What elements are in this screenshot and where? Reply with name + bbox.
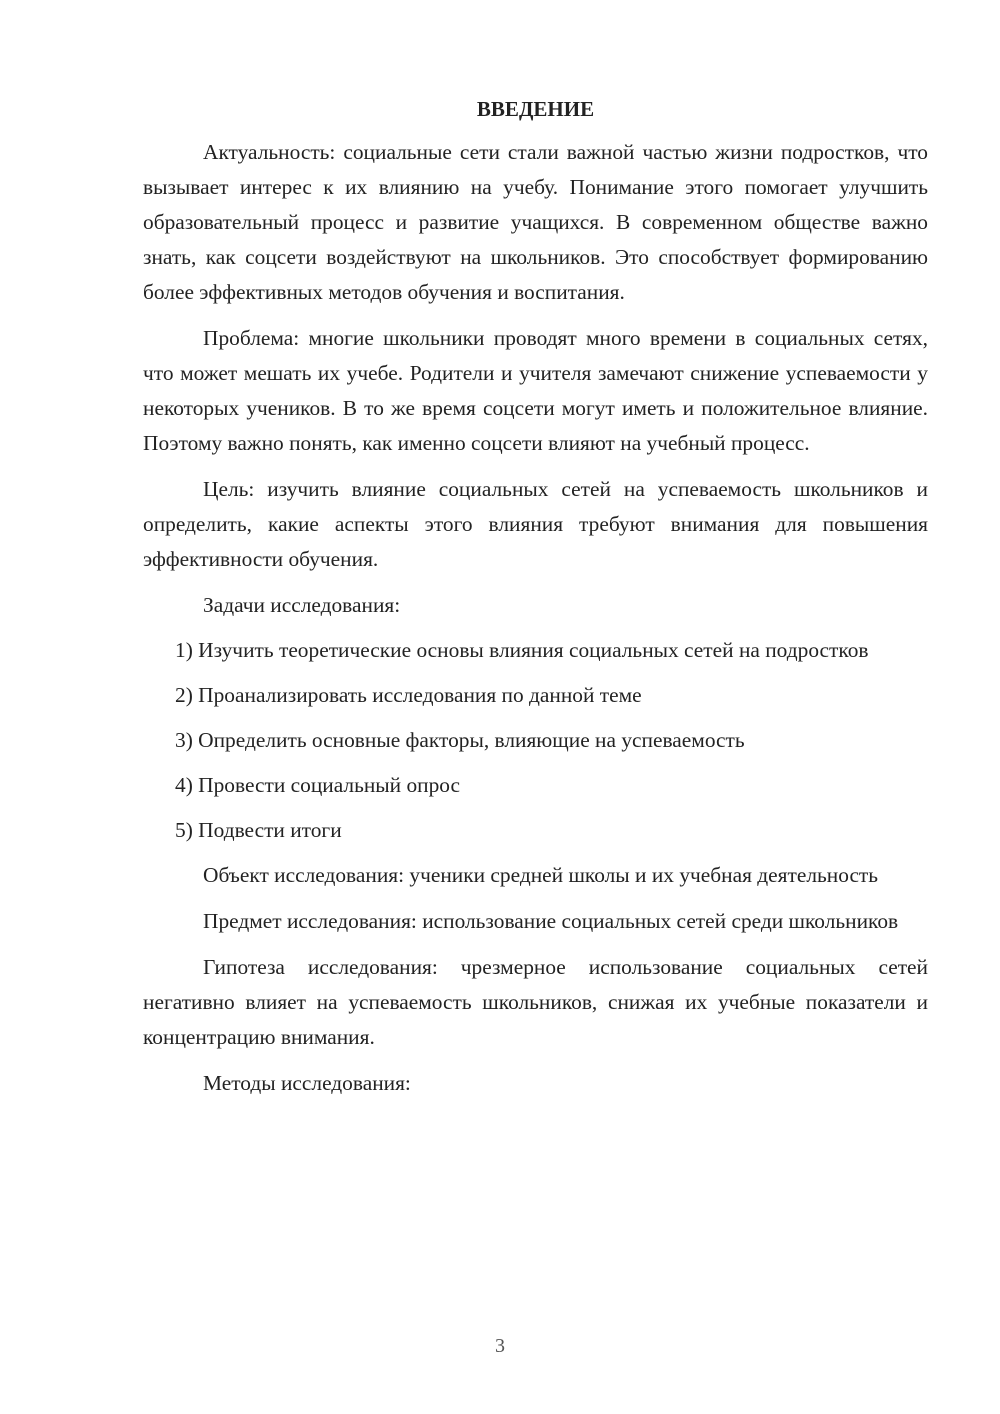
task-item: 5) Подвести итоги: [175, 818, 342, 842]
tasks-list: [143, 633, 928, 848]
methods-heading: Методы исследования:: [203, 1071, 411, 1095]
subject-paragraph: Предмет исследования: использование социальных сетей среди школьников: [203, 909, 899, 933]
tasks-heading: Задачи исследования:: [203, 593, 401, 617]
relevance-paragraph: Актуальность: социальные сети стали важной частью жизни подростков, что вызывает интерес к их влиянию на учебу. Понимание этого помогает улучшить образовательный процесс и развитие учащихся. В современном обществе важно знать, как соцсети воздействуют на школьников. Это способствует формированию более эффективных методов обучения и воспитания.: [143, 140, 928, 304]
page-title: ВВЕДЕНИЕ: [476, 97, 595, 121]
page-number: 3: [495, 1335, 505, 1357]
hypothesis-paragraph: Гипотеза исследования: чрезмерное использование социальных сетей негативно влияет на успеваемость школьников, снижая их учебные показатели и концентрацию внимания.: [143, 955, 928, 1049]
problem-paragraph: Проблема: многие школьники проводят много времени в социальных сетях, что может мешать их учебе. Родители и учителя замечают снижение успеваемости у некоторых учеников. В то же время соцсети могут иметь и положительное влияние. Поэтому важно понять, как именно соцсети влияют на учебный процесс.: [143, 326, 928, 455]
task-item: 2) Проанализировать исследования по данной теме: [175, 683, 642, 707]
task-item: 3) Определить основные факторы, влияющие на успеваемость: [175, 728, 745, 752]
object-paragraph: Объект исследования: ученики средней школы и их учебная деятельность: [203, 863, 879, 887]
page-content: [143, 92, 928, 1111]
task-item: 4) Провести социальный опрос: [175, 773, 461, 797]
goal-paragraph: Цель: изучить влияние социальных сетей на успеваемость школьников и определить, какие аспекты этого влияния требуют внимания для повышения эффективности обучения.: [143, 477, 928, 571]
task-item: 1) Изучить теоретические основы влияния социальных сетей на подростков: [175, 638, 869, 662]
